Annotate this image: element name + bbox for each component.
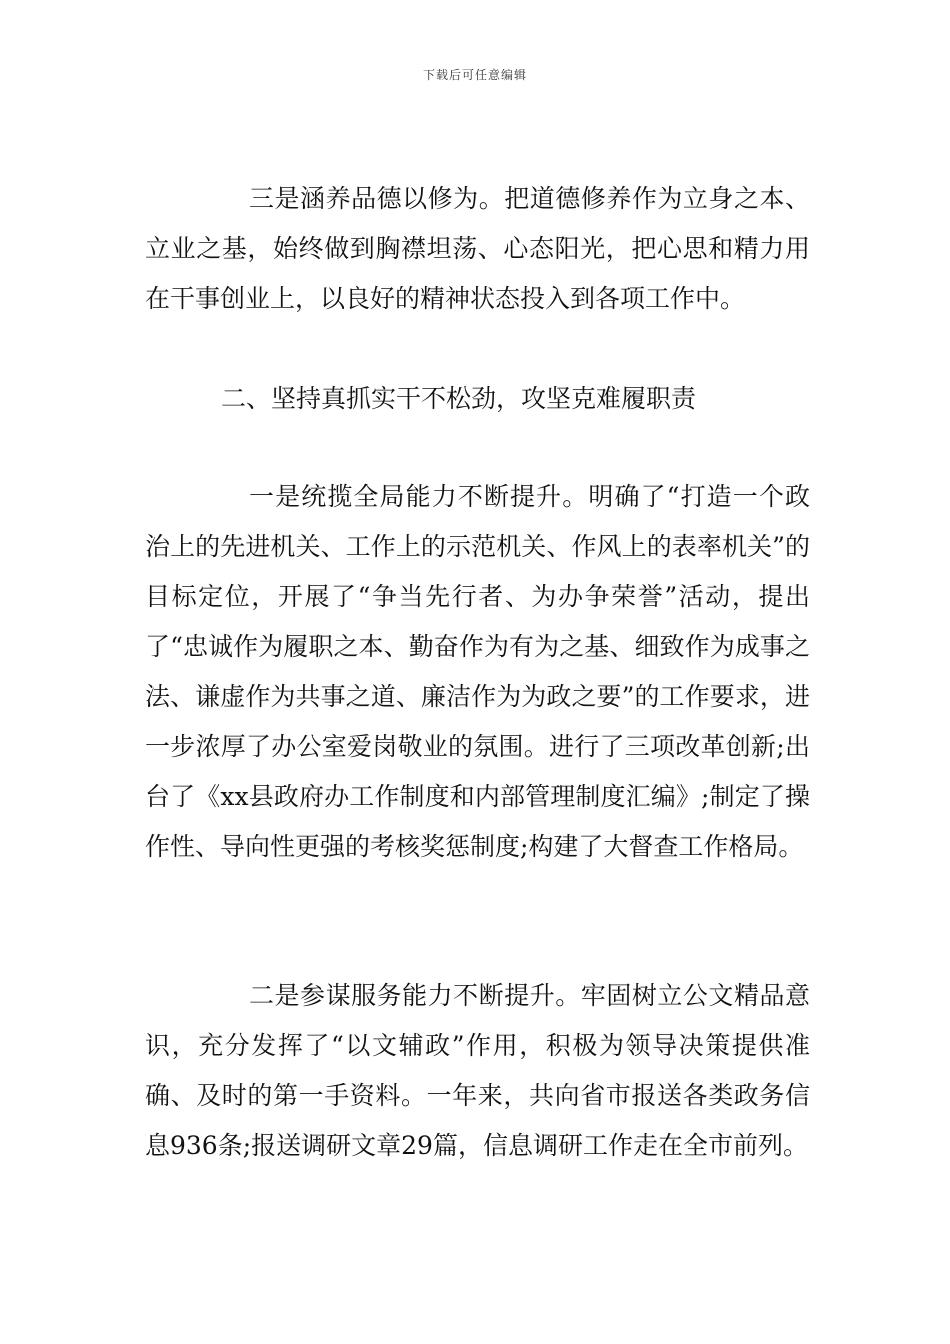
paragraph-advisory-capability: [145, 971, 810, 1171]
section-heading-two-text: 二、坚持真抓实干不松劲，攻坚克难履职责: [221, 384, 697, 413]
paragraph-virtue: [145, 174, 810, 324]
paragraph-advisory-capability-text: 二是参谋服务能力不断提升。牢固树立公文精品意识，充分发挥了“以文辅政”作用，积极为领导决策提供准确、及时的第一手资料。一年来，共向省市报送各类政务信息936条;报送调研文章29篇，信息调研工作走在全市前列。: [145, 981, 810, 1160]
paragraph-overall-capability: [145, 472, 810, 872]
section-heading-two: [145, 374, 810, 424]
header-note: 下载后可任意编辑: [422, 68, 527, 82]
paragraph-virtue-text: 三是涵养品德以修为。把道德修养作为立身之本、立业之基，始终做到胸襟坦荡、心态阳光，把心思和精力用在干事创业上，以良好的精神状态投入到各项工作中。: [145, 184, 810, 313]
paragraph-overall-capability-text: 一是统揽全局能力不断提升。明确了“打造一个政治上的先进机关、工作上的示范机关、作风上的表率机关”的目标定位，开展了“争当先行者、为办争荣誉”活动，提出了“忠诚作为履职之本、勤奋作为有为之基、细致作为成事之法、谦虚作为共事之道、廉洁作为为政之要”的工作要求，进一步浓厚了办公室爱岗敬业的氛围。进行了三项改革创新;出台了《xx县政府办工作制度和内部管理制度汇编》;制定了操作性、导向性更强的考核奖惩制度;构建了大督查工作格局。: [145, 482, 810, 861]
